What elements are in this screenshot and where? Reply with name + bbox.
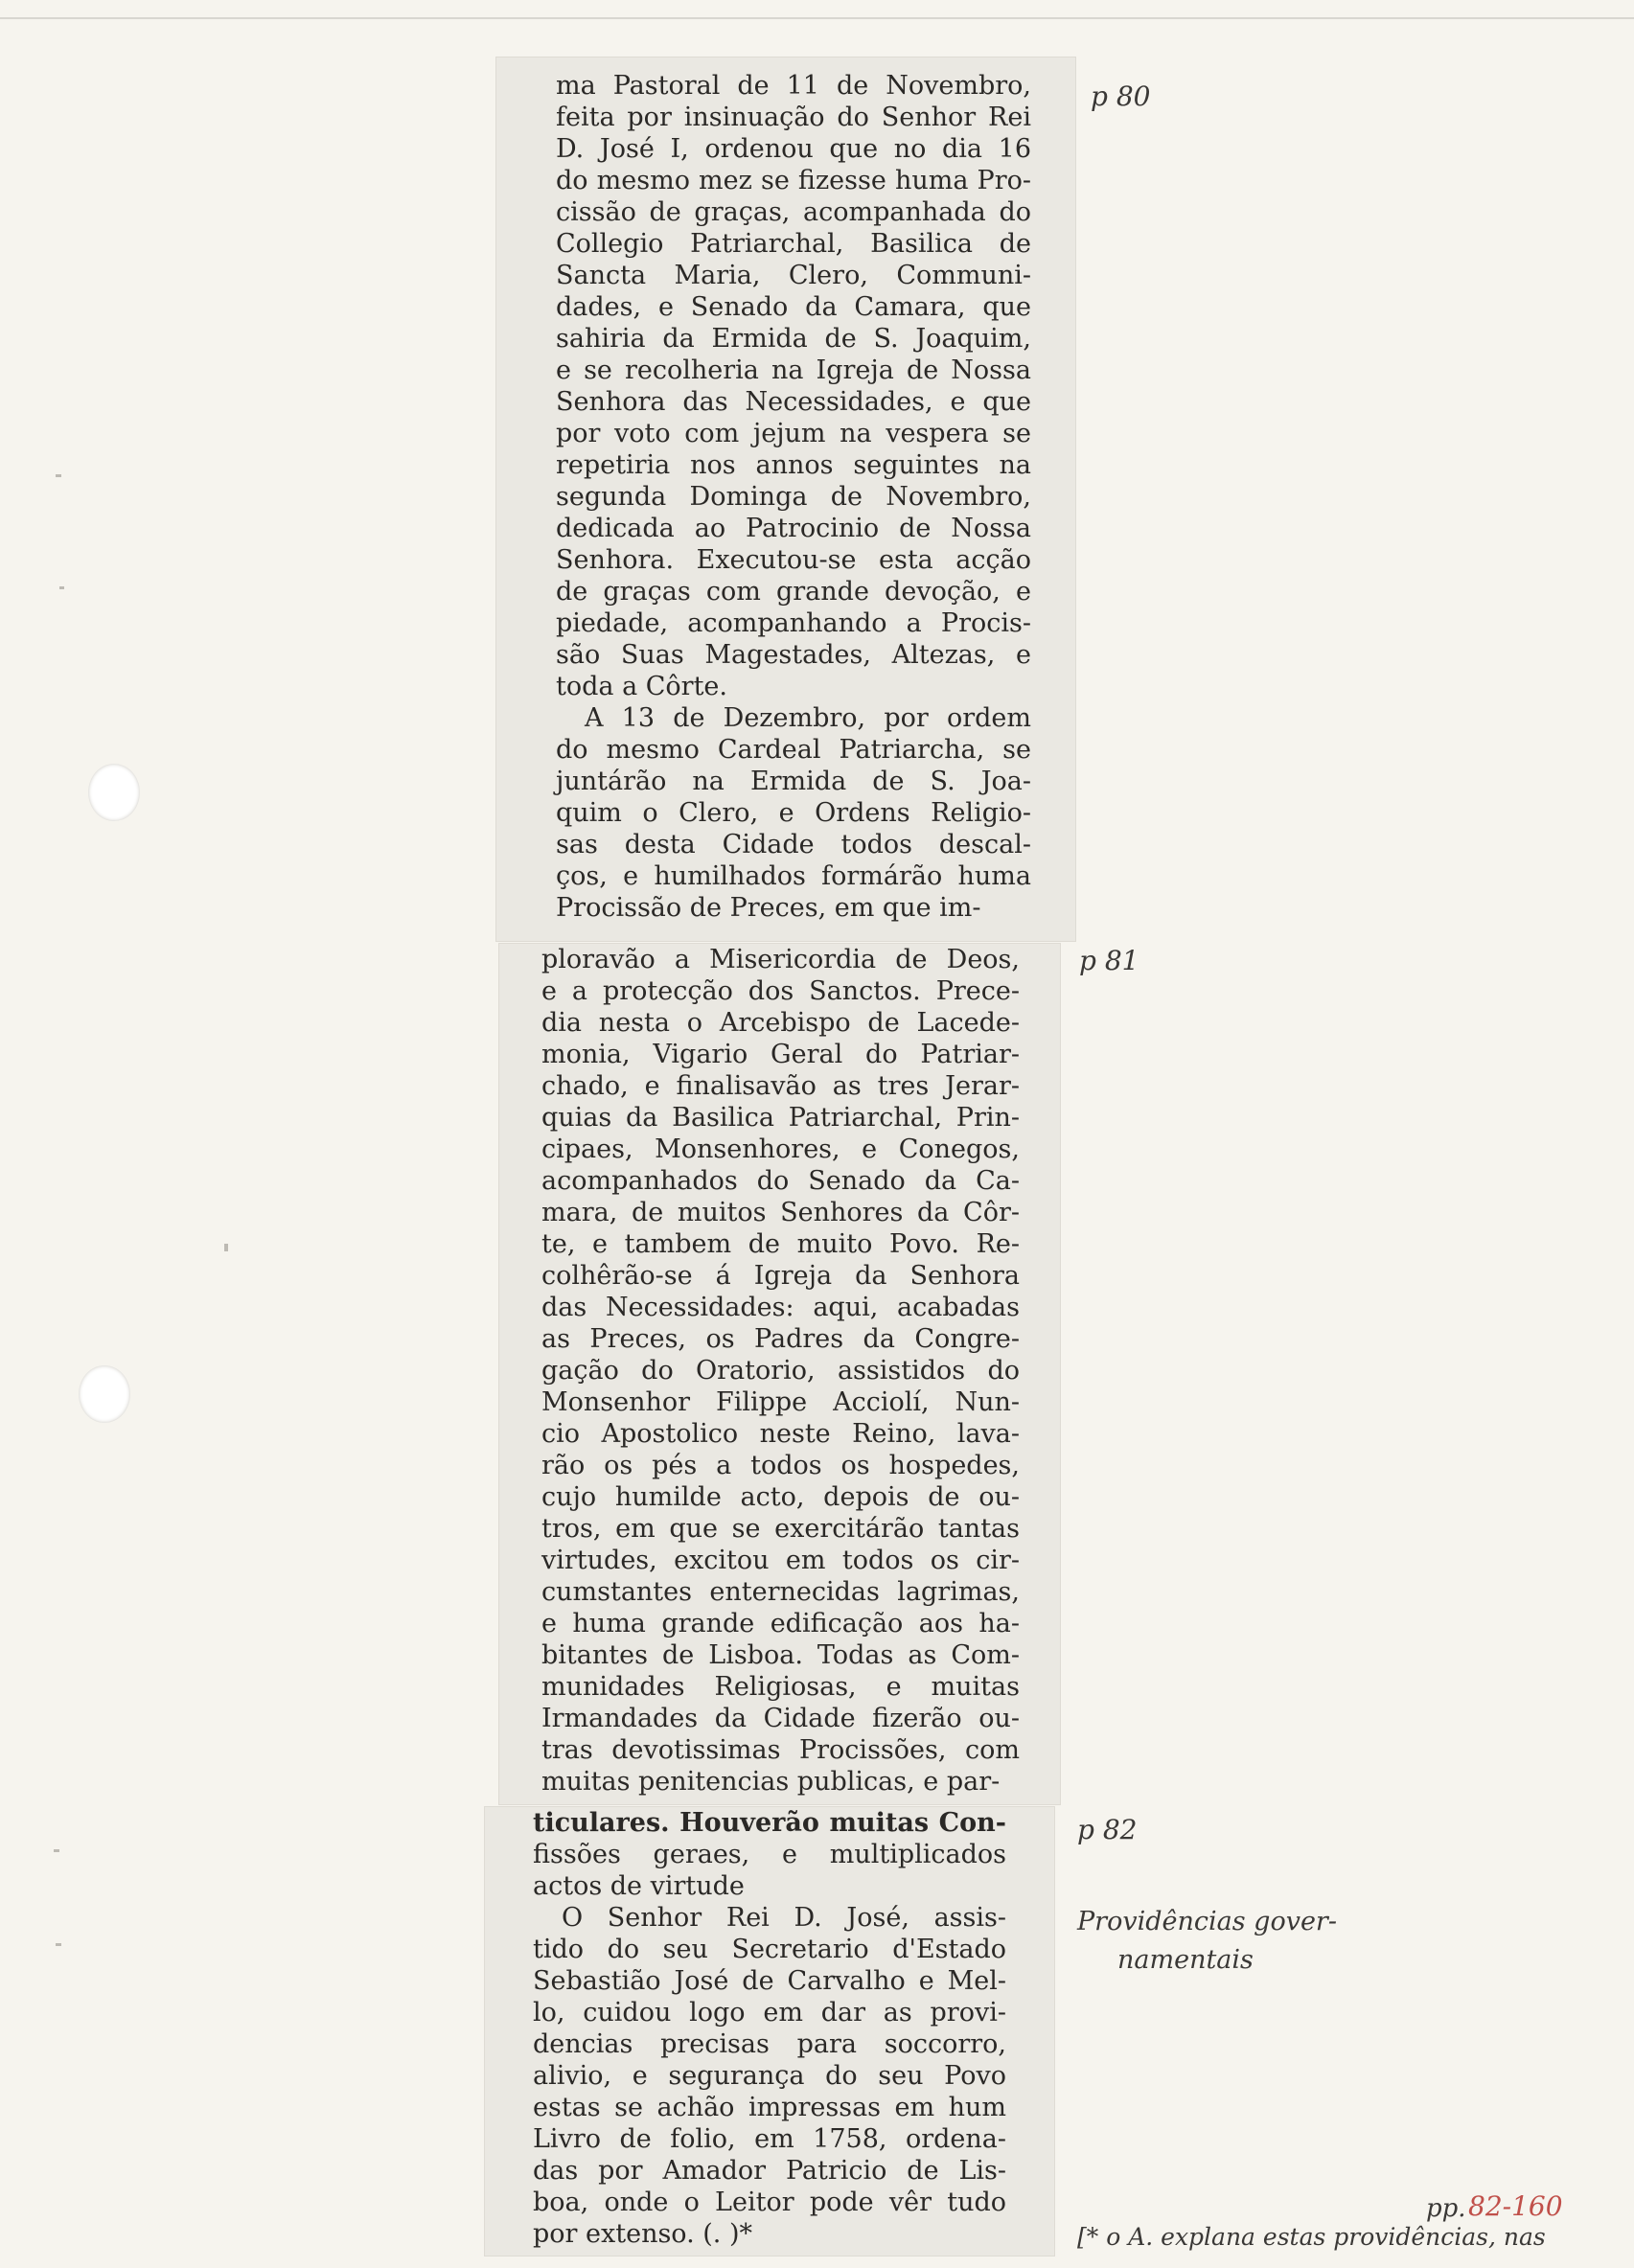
speck (54, 1849, 59, 1852)
punch-hole-bottom (79, 1365, 130, 1423)
text-line: virtudes, excitou em todos os cir- (541, 1546, 1020, 1575)
text-line: te, e tambem de muito Povo. Re- (541, 1229, 1020, 1259)
text-line: munidades Religiosas, e muitas (541, 1672, 1020, 1702)
text-line: do mesmo mez se fizesse huma Pro- (556, 166, 1031, 195)
text-line: A 13 de Dezembro, por ordem (585, 703, 1031, 733)
text-line: cumstantes enternecidas lagrimas, (541, 1577, 1020, 1607)
text-line: são Suas Magestades, Altezas, e (556, 640, 1031, 670)
clipping-2 (499, 944, 1060, 1804)
text-line: boa, onde o Leitor pode vêr tudo (533, 2188, 1006, 2217)
margin-note-page-82: p 82 (1077, 1814, 1138, 1845)
punch-hole-top (88, 764, 140, 821)
margin-note-providencias-line-2: namentais (1117, 1945, 1254, 1975)
text-line: dades, e Senado da Camara, que (556, 292, 1031, 322)
text-line: Irmandades da Cidade fizerão ou- (541, 1704, 1020, 1733)
text-line: actos de virtude (533, 1871, 745, 1901)
text-line: de graças com grande devoção, e (556, 577, 1031, 607)
margin-note-page-81: p 81 (1079, 945, 1139, 976)
text-line: sahiria da Ermida de S. Joaquim, (556, 324, 1031, 354)
text-line: tido do seu Secretario d'Estado (533, 1935, 1006, 1964)
text-line: muitas penitencias publicas, e par- (541, 1767, 1001, 1797)
margin-note-pp-prefix: pp. (1426, 2194, 1466, 2223)
text-line: por extenso. (. )* (533, 2219, 752, 2249)
text-line: Procissão de Preces, em que im- (556, 893, 981, 923)
clipping-3 (485, 1807, 1054, 2256)
margin-note-page-80: p 80 (1091, 80, 1151, 112)
text-line: e se recolheria na Igreja de Nossa (556, 355, 1031, 385)
text-line: segunda Dominga de Novembro, (556, 482, 1031, 512)
text-line: Monsenhor Filippe Acciolí, Nun- (541, 1387, 1020, 1417)
text-line: ticulares. Houverão muitas Con- (533, 1808, 1006, 1838)
text-line: quim o Clero, e Ordens Religio- (556, 798, 1031, 828)
text-line: colhêrão-se á Igreja da Senhora (541, 1261, 1020, 1291)
text-line: fissões geraes, e multiplicados (533, 1840, 1006, 1869)
text-line: piedade, acompanhando a Procis- (556, 608, 1031, 638)
text-line: Livro de folio, em 1758, ordena- (533, 2124, 1006, 2154)
text-line: Senhora das Necessidades, e que (556, 387, 1031, 417)
text-line: Sebastião José de Carvalho e Mel- (533, 1966, 1006, 1996)
speck (56, 474, 61, 477)
text-line: D. José I, ordenou que no dia 16 (556, 134, 1031, 164)
text-line: Sancta Maria, Clero, Communi- (556, 261, 1031, 290)
text-line: lo, cuidou logo em dar as provi- (533, 1998, 1006, 2027)
text-line: toda a Côrte. (556, 672, 727, 701)
speck (224, 1244, 228, 1251)
text-line: cio Apostolico neste Reino, lava- (541, 1419, 1020, 1449)
text-line: das Necessidades: aqui, acabadas (541, 1293, 1020, 1322)
text-line: das por Amador Patricio de Lis- (533, 2156, 1006, 2186)
text-line: sas desta Cidade todos descal- (556, 830, 1031, 859)
text-line: dencias precisas para soccorro, (533, 2029, 1006, 2059)
text-line: O Senhor Rei D. José, assis- (562, 1903, 1006, 1933)
text-line: acompanhados do Senado da Ca- (541, 1166, 1020, 1196)
page-edge (0, 17, 1634, 19)
text-line: Senhora. Executou-se esta acção (556, 545, 1031, 575)
text-line: quias da Basilica Patriarchal, Prin- (541, 1103, 1020, 1133)
text-line: gação do Oratorio, assistidos do (541, 1356, 1020, 1386)
text-line: alivio, e segurança do seu Povo (533, 2061, 1006, 2091)
text-line: dedicada ao Patrocinio de Nossa (556, 514, 1031, 543)
text-line: juntárão na Ermida de S. Joa- (556, 767, 1031, 796)
text-line: cujo humilde acto, depois de ou- (541, 1482, 1020, 1512)
text-line: ços, e humilhados formárão huma (556, 861, 1031, 891)
text-line: rão os pés a todos os hospedes, (541, 1451, 1020, 1480)
text-line: cipaes, Monsenhores, e Conegos, (541, 1134, 1020, 1164)
text-line: bitantes de Lisboa. Todas as Com- (541, 1640, 1020, 1670)
margin-note-pp-range: 82-160 (1468, 2190, 1563, 2222)
text-line: ploravão a Misericordia de Deos, (541, 945, 1020, 974)
text-line: estas se achão impressas em hum (533, 2093, 1006, 2122)
text-line: chado, e finalisavão as tres Jerar- (541, 1071, 1020, 1101)
clipping-1 (496, 57, 1075, 941)
text-line: tras devotissimas Procissões, com (541, 1735, 1020, 1765)
text-line: as Preces, os Padres da Congre- (541, 1324, 1020, 1354)
text-line: e huma grande edificação aos ha- (541, 1609, 1020, 1638)
text-line: monia, Vigario Geral do Patriar- (541, 1040, 1020, 1069)
margin-note-footnote: [* o A. explana estas providências, nas (1077, 2223, 1546, 2251)
text-line: tros, em que se exercitárão tantas (541, 1514, 1020, 1544)
text-line: dia nesta o Arcebispo de Lacede- (541, 1008, 1020, 1038)
text-line: cissão de graças, acompanhada do (556, 197, 1031, 227)
speck (59, 586, 64, 589)
text-line: por voto com jejum na vespera se (556, 419, 1031, 448)
text-line: repetiria nos annos seguintes na (556, 450, 1031, 480)
text-line: do mesmo Cardeal Patriarcha, se (556, 735, 1031, 765)
text-line: e a protecção dos Sanctos. Prece- (541, 976, 1020, 1006)
text-line: feita por insinuação do Senhor Rei (556, 103, 1031, 132)
text-line: ma Pastoral de 11 de Novembro, (556, 71, 1031, 101)
speck (56, 1943, 61, 1946)
text-line: Collegio Patriarchal, Basilica de (556, 229, 1031, 259)
margin-note-providencias-line-1: Providências gover- (1077, 1907, 1337, 1936)
text-line: mara, de muitos Senhores da Côr- (541, 1198, 1020, 1227)
